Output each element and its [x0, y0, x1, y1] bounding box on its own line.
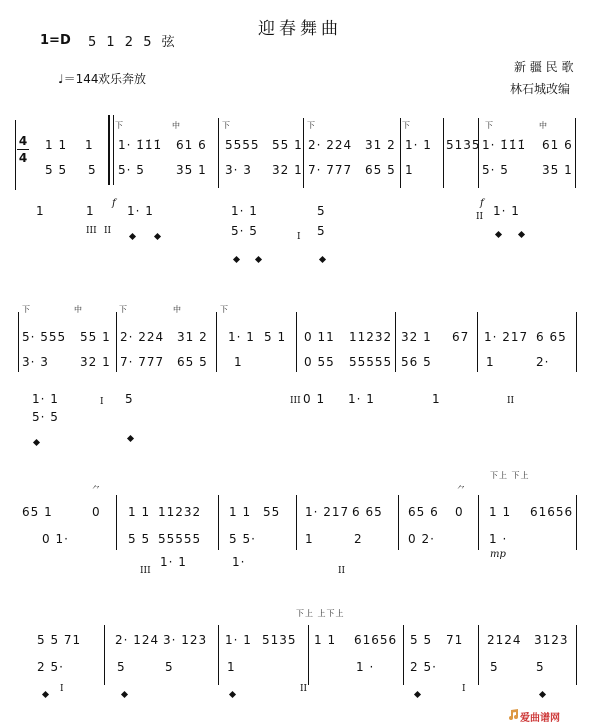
note-group: 1 — [85, 138, 94, 152]
technique-mark: 下 — [307, 121, 316, 130]
note-group: 2 — [354, 532, 363, 546]
note-group: 61 6 — [176, 138, 207, 152]
string-number: II — [338, 566, 346, 576]
barline — [308, 625, 309, 685]
barline — [218, 495, 219, 550]
technique-mark: 下 — [402, 121, 411, 130]
note-group: 32 1 — [272, 163, 303, 177]
technique-mark: 下 — [220, 305, 229, 314]
note-group: 2· 124 — [115, 633, 160, 647]
chord-mark: ⺈ — [457, 485, 466, 494]
bass-note: 1· 1 — [32, 392, 59, 406]
note-group: 55 — [263, 505, 281, 519]
note-group: 5 — [88, 163, 97, 177]
barline — [395, 312, 396, 372]
note-group: 61656 — [354, 633, 398, 647]
technique-mark: 下上 下上 — [490, 471, 530, 480]
bass-note: 1· 1 — [231, 204, 258, 218]
note-group: 11232 — [349, 330, 393, 344]
note-group: 7· 777 — [308, 163, 353, 177]
note-group: 5· 5 — [482, 163, 509, 177]
note-group: 1· 1̇1̇1̇ — [482, 138, 527, 152]
note-group: 0 1· — [42, 532, 69, 546]
note-group: 71 — [446, 633, 464, 647]
diamond-mark — [229, 691, 236, 698]
note-group: 5555 — [225, 138, 260, 152]
barline — [296, 312, 297, 372]
barline — [478, 495, 479, 550]
barline — [576, 495, 577, 550]
note-group: 1 · — [356, 660, 375, 674]
note-group: 35 1 — [542, 163, 573, 177]
note-group: 5 5 71 — [37, 633, 82, 647]
note-group: 5135 — [262, 633, 297, 647]
note-group: 1 — [234, 355, 243, 369]
note-group: 65 5 — [177, 355, 208, 369]
bass-note: 0 1 — [303, 392, 326, 406]
diamond-mark — [42, 691, 49, 698]
barline — [116, 495, 117, 550]
barline — [478, 118, 479, 188]
technique-mark: 下上 上下上 — [296, 609, 345, 618]
note-group: 1 1 — [45, 138, 68, 152]
barline — [477, 312, 478, 372]
time-signature-bottom: 4 — [18, 151, 28, 165]
tempo-marking: ♩＝144 — [58, 72, 99, 86]
note-group: 35 1 — [176, 163, 207, 177]
barline — [296, 495, 297, 550]
note-group: 6 65 — [536, 330, 567, 344]
note-group: 2 5· — [410, 660, 437, 674]
note-group: 65 5 — [365, 163, 396, 177]
note-group: 5 5 — [128, 532, 151, 546]
diamond-mark — [414, 691, 421, 698]
technique-mark: 下 — [222, 121, 231, 130]
diamond-mark — [518, 231, 525, 238]
note-group: 5 1 — [264, 330, 287, 344]
note-group: 65 6 — [408, 505, 439, 519]
bass-note: 1· 1 — [127, 204, 154, 218]
note-group: 5 — [490, 660, 499, 674]
barline — [113, 115, 114, 185]
barline — [443, 118, 444, 188]
string-number: III — [86, 226, 97, 236]
technique-mark: 下 — [22, 305, 31, 314]
barline — [403, 625, 404, 685]
note-group: 1· 1 — [228, 330, 255, 344]
barline — [104, 625, 105, 685]
string-number: II — [476, 212, 484, 222]
barline — [116, 312, 117, 372]
bass-note: 5· 5 — [231, 224, 258, 238]
bass-note: 1 — [432, 392, 441, 406]
note-group: 3· 123 — [163, 633, 208, 647]
note-group: 0 — [455, 505, 464, 519]
technique-mark: 中 — [172, 121, 181, 130]
diamond-mark — [154, 233, 161, 240]
note-group: 65 1 — [22, 505, 53, 519]
note-group: 0 55 — [304, 355, 335, 369]
note-group: 55555 — [158, 532, 202, 546]
dynamic-forte: f — [480, 198, 484, 209]
diamond-mark — [233, 256, 240, 263]
note-group: 1· 217 — [305, 505, 350, 519]
time-signature — [17, 134, 29, 165]
diamond-mark — [539, 691, 546, 698]
watermark-text: 爱曲谱网 — [520, 713, 560, 724]
string-number: II — [300, 684, 308, 694]
note-group: 32 1 — [80, 355, 111, 369]
music-note-icon — [507, 709, 519, 721]
note-group: 5 5· — [229, 532, 256, 546]
note-group: 1 — [405, 163, 414, 177]
note-group: 0 2· — [408, 532, 435, 546]
dynamic-mezzo-piano: mp — [490, 549, 506, 560]
diamond-mark — [121, 691, 128, 698]
note-group: 31 2 — [365, 138, 396, 152]
diamond-mark — [129, 233, 136, 240]
bass-note: 1· 1 — [348, 392, 375, 406]
note-group: 3· 3 — [22, 355, 49, 369]
note-group: 0 11 — [304, 330, 335, 344]
chord-mark: ⺈ — [92, 485, 101, 494]
barline — [303, 118, 304, 188]
note-group: 55555 — [349, 355, 393, 369]
barline — [398, 495, 399, 550]
note-group: 56 5 — [401, 355, 432, 369]
bass-note: 1· 1 — [160, 555, 187, 569]
note-group: 1 · — [489, 532, 508, 546]
bass-note: 1· 1 — [493, 204, 520, 218]
note-group: 1 1 — [489, 505, 512, 519]
string-number: II — [104, 226, 112, 236]
technique-mark: 下 — [485, 121, 494, 130]
barline — [218, 118, 219, 188]
string-number: I — [60, 684, 64, 694]
string-number: II — [507, 396, 515, 406]
origin-label: 新 疆 民 歌 — [514, 60, 574, 74]
note-group: 2 5· — [37, 660, 64, 674]
system-start-barline — [15, 120, 16, 190]
note-group: 3· 3 — [225, 163, 252, 177]
bass-note: 5 — [125, 392, 134, 406]
bass-note: 1· — [232, 555, 246, 569]
technique-mark: 中 — [74, 305, 83, 314]
note-group: 1 — [227, 660, 236, 674]
note-group: 5 5 — [45, 163, 68, 177]
note-group: 67 — [452, 330, 470, 344]
note-group: 5· 555 — [22, 330, 67, 344]
note-group: 3123 — [534, 633, 569, 647]
barline — [216, 312, 217, 372]
note-group: 1 1 — [128, 505, 151, 519]
note-group: 1 1 — [314, 633, 337, 647]
barline — [576, 312, 577, 372]
note-group: 5 — [536, 660, 545, 674]
note-group: 1 — [486, 355, 495, 369]
diamond-mark — [319, 256, 326, 263]
string-number: I — [297, 232, 301, 242]
note-group: 5135 — [446, 138, 481, 152]
technique-mark: 下 — [115, 121, 124, 130]
bass-note: 5· 5 — [32, 410, 59, 424]
string-number: I — [462, 684, 466, 694]
system-start-barline — [18, 312, 19, 372]
bass-note: 5 — [317, 204, 326, 218]
technique-mark: 中 — [539, 121, 548, 130]
note-group: 1 1 — [229, 505, 252, 519]
diamond-mark — [255, 256, 262, 263]
barline — [575, 118, 576, 188]
note-group: 1· 1 — [225, 633, 252, 647]
note-group: 5 — [165, 660, 174, 674]
string-number: I — [100, 397, 104, 407]
note-group: 1· 1 — [405, 138, 432, 152]
note-group: 31 2 — [177, 330, 208, 344]
bass-note: 1 — [86, 204, 95, 218]
note-group: 61 6 — [542, 138, 573, 152]
note-group: 7· 777 — [120, 355, 165, 369]
note-group: 2· 224 — [120, 330, 165, 344]
technique-mark: 下 — [119, 305, 128, 314]
note-group: 1· 1̇1̇1̇ — [118, 138, 163, 152]
note-group: 1· 217 — [484, 330, 529, 344]
barline — [218, 625, 219, 685]
note-group: 55 1 — [272, 138, 303, 152]
barline — [478, 625, 479, 685]
bass-note: 5 — [317, 224, 326, 238]
note-group: 61656 — [530, 505, 574, 519]
string-number: III — [290, 396, 301, 406]
arranger-label: 林石城改编 — [510, 82, 571, 96]
note-group: 5 5 — [410, 633, 433, 647]
barline — [400, 118, 401, 188]
dynamic-forte: f — [112, 198, 116, 209]
note-group: 32 1 — [401, 330, 432, 344]
note-group: 55 1 — [80, 330, 111, 344]
note-group: 11232 — [158, 505, 202, 519]
bass-note: 1 — [36, 204, 45, 218]
time-signature-top: 4 — [18, 134, 28, 148]
expression-marking: 欢乐奔放 — [98, 72, 147, 86]
note-group: 2· — [536, 355, 550, 369]
barline — [576, 625, 577, 685]
note-group: 2· 224 — [308, 138, 353, 152]
diamond-mark — [127, 435, 134, 442]
key-signature: 1=D — [40, 33, 71, 48]
diamond-mark — [33, 439, 40, 446]
diamond-mark — [495, 231, 502, 238]
string-number: III — [140, 566, 151, 576]
note-group: 0 — [92, 505, 101, 519]
note-group: 2124 — [487, 633, 522, 647]
note-group: 6 65 — [352, 505, 383, 519]
note-group: 1 — [305, 532, 314, 546]
technique-mark: 中 — [173, 305, 182, 314]
note-group: 5· 5 — [118, 163, 145, 177]
page-title: 迎春舞曲 — [258, 19, 342, 39]
tuning-label: 5 1 2 5 弦 — [88, 35, 178, 50]
note-group: 5 — [117, 660, 126, 674]
